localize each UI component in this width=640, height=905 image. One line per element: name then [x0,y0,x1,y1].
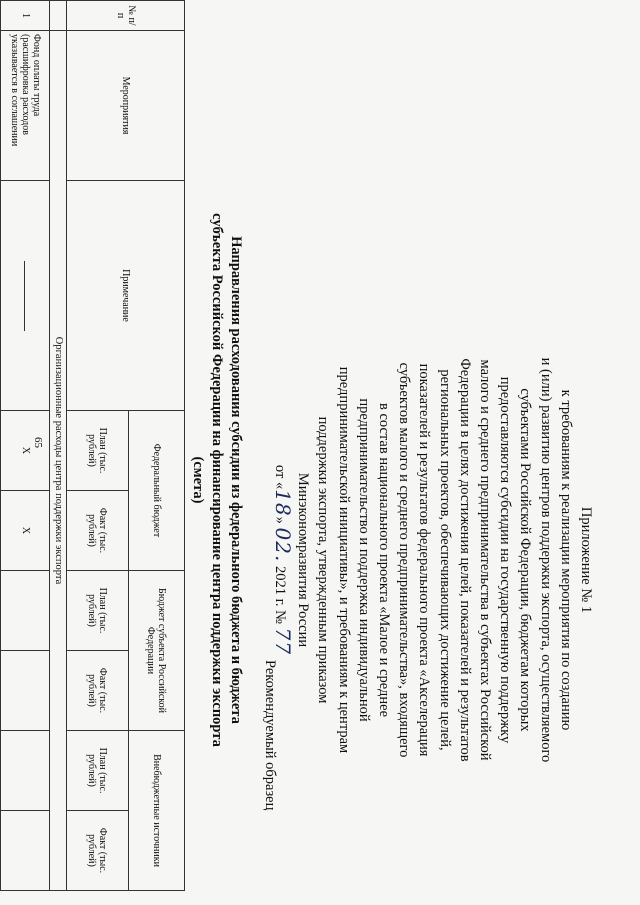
header-activity: Мероприятия [67,31,185,181]
row-federal-plan: X [1,411,50,491]
appendix-line: субъектов малого и среднего предпринимательства», входящего [396,362,413,758]
appendix-title: Приложение № 1 [578,506,594,614]
row-extra-plan [1,731,50,811]
handwritten-month: 02. [270,527,295,563]
page-number: 65 [32,437,44,448]
date-year: 2021 г. № [271,562,288,628]
document-title [188,120,245,840]
appendix-line: Федерации в целях достижения целей, показателей и результатов [456,358,473,762]
header-num: № п/п [67,1,185,31]
dash-line [24,261,25,331]
appendix-line: предпринимательство и поддержка индивидуальной [355,398,372,722]
row-federal-fact: X [1,491,50,571]
date-mid: » [271,516,288,528]
row-extra-fact [1,811,50,891]
header-regional-fact: Факт (тыс. рублей) [67,651,128,731]
table-row [1,1,50,891]
header-extra-fact: Факт (тыс. рублей) [67,811,128,891]
title-line: (смета) [190,456,206,504]
appendix-line: субъектами Российской Федерации, бюджетам которых [517,388,534,732]
appendix-line: показателей и результатов федерального проекта «Акселерация [416,363,433,757]
sample-label: Рекомендуемый образец [262,660,278,811]
header-federal: Федеральный бюджет [128,411,184,571]
header-extra-plan: План (тыс. рублей) [67,731,128,811]
appendix-line: к требованиям к реализации мероприятия по созданию [557,389,574,731]
handwritten-order-number: 77 [270,627,295,656]
header-federal-fact: Факт (тыс. рублей) [67,491,128,571]
handwritten-day: 18 [270,489,295,517]
appendix-line: и (или) развитию центров поддержки экспорта, осуществляемого [537,357,554,763]
header-extra: Внебюджетные источники [128,731,184,891]
row-regional-fact [1,651,50,731]
title-line: Направления расходования субсидии из федерального бюджета и бюджета [228,236,244,724]
row-activity: Фонд оплаты труда (расшифровка расходов указывается в соглашении [1,31,50,181]
appendix-line: предоставляются субсидии на государственную поддержку [497,376,514,744]
appendix-header [270,300,596,820]
row-regional-plan [1,571,50,651]
appendix-line: поддержки экспорта, утвержденным приказом [315,416,332,704]
header-regional: Бюджет субъекта Российской Федерации [128,571,184,731]
section-title: Организационные расходы центра поддержки экспорта [50,31,67,891]
appendix-line: Минэкономразвития России [295,472,312,648]
header-regional-plan: План (тыс. рублей) [67,571,128,651]
appendix-line: малого и среднего предпринимательства в субъектах Российской [476,359,493,761]
appendix-line: предпринимательской инициативы», и требованиям к центрам [335,366,352,754]
appendix-line: в состав национального проекта «Малое и среднее [375,402,392,718]
appendix-line: региональных проектов, обеспечивающих достижение целей, [436,369,453,751]
header-federal-plan: План (тыс. рублей) [67,411,128,491]
title-line: субъекта Российской Федерации на финансирование центра поддержки экспорта [209,213,225,747]
date-prefix: от « [271,464,288,490]
section-num-cell [50,1,67,31]
row-num: 1 [1,1,50,31]
estimate-table [0,0,185,891]
header-note: Примечание [67,181,185,411]
row-note [1,181,50,411]
